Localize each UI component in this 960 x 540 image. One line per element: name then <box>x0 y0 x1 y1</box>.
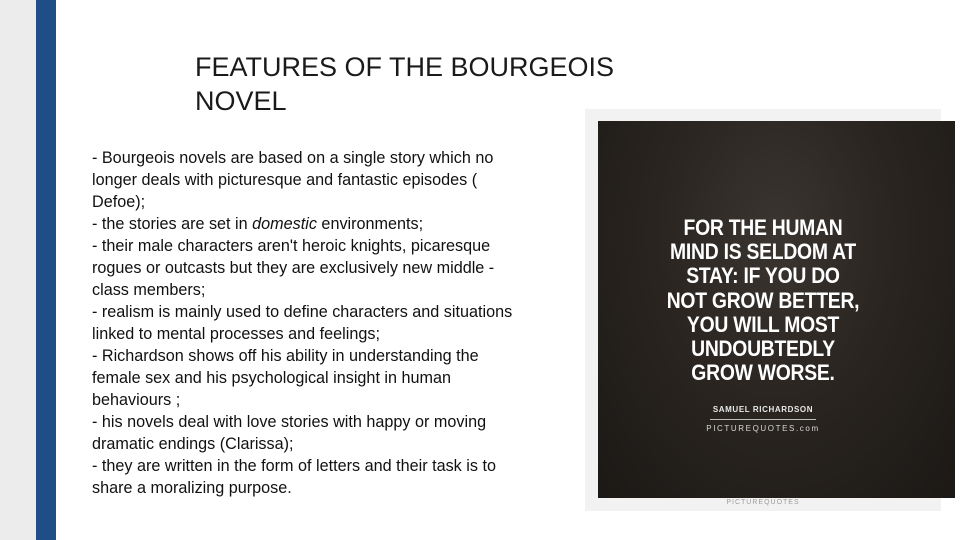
body-line-text: - Richardson shows off his ability in understanding the <box>92 347 479 365</box>
body-line-text: - they are written in the form of letters and their task is to <box>92 457 496 475</box>
body-line <box>92 301 572 323</box>
body-line <box>92 235 572 257</box>
quote-divider <box>710 419 816 420</box>
body-line <box>92 257 572 279</box>
body-line-text: - his novels deal with love stories with happy or moving <box>92 413 487 431</box>
quote-line: UNDOUBTEDLY <box>691 336 835 362</box>
body-line <box>92 411 572 433</box>
body-line <box>92 279 572 301</box>
body-line-text: - their male characters aren't heroic knights, picaresque <box>92 237 491 255</box>
body-line <box>92 433 572 455</box>
body-line <box>92 323 572 345</box>
quote-line: STAY: IF YOU DO <box>686 263 840 289</box>
slide-title <box>195 50 675 118</box>
body-line <box>92 367 572 389</box>
body-line-text: rogues or outcasts but they are exclusively new middle - <box>92 259 495 277</box>
quote-site-credit: PICTUREQUOTES.com <box>706 424 820 433</box>
quote-line: FOR THE HUMAN <box>683 215 843 240</box>
body-line <box>92 345 572 367</box>
quote-line: MIND IS SELDOM AT <box>670 239 856 265</box>
accent-bar <box>36 0 56 540</box>
slide-body <box>92 147 572 499</box>
body-line-text: - realism is mainly used to define characters and situations <box>92 303 513 321</box>
body-line-text: longer deals with picturesque and fantastic episodes ( <box>92 171 478 189</box>
body-line <box>92 389 572 411</box>
body-line-text: dramatic endings (Clarissa); <box>92 435 294 453</box>
body-line <box>92 191 572 213</box>
body-line-text: behaviours ; <box>92 391 181 409</box>
quote-line: YOU WILL MOST <box>686 311 840 337</box>
body-line-text: - the stories are set in <box>92 215 253 233</box>
quote-watermark: PICTUREQUOTES <box>726 499 800 506</box>
body-line-text: - Bourgeois novels are based on a single story which no <box>92 149 494 167</box>
body-line-text: Defoe); <box>92 193 146 211</box>
body-line-emphasis: domestic <box>252 215 317 233</box>
body-line-text: class members; <box>92 281 206 299</box>
quote-image <box>598 121 955 498</box>
body-line-text: linked to mental processes and feelings; <box>92 325 380 343</box>
quote-line: NOT GROW BETTER, <box>666 287 860 313</box>
body-line-text: female sex and his psychological insight in human <box>92 369 452 387</box>
body-line <box>92 169 572 191</box>
body-line <box>92 147 572 169</box>
left-band <box>0 0 36 540</box>
quote-text <box>621 216 905 385</box>
body-line-text: share a moralizing purpose. <box>92 479 292 497</box>
body-line-text: environments; <box>316 215 424 233</box>
body-line <box>92 477 572 499</box>
body-line <box>92 213 572 235</box>
title-line-2: NOVEL <box>195 86 287 116</box>
quote-author: SAMUEL RICHARDSON <box>712 405 814 414</box>
title-line-1: FEATURES OF THE BOURGEOIS <box>195 52 615 82</box>
quote-line: GROW WORSE. <box>691 360 835 386</box>
body-line <box>92 455 572 477</box>
